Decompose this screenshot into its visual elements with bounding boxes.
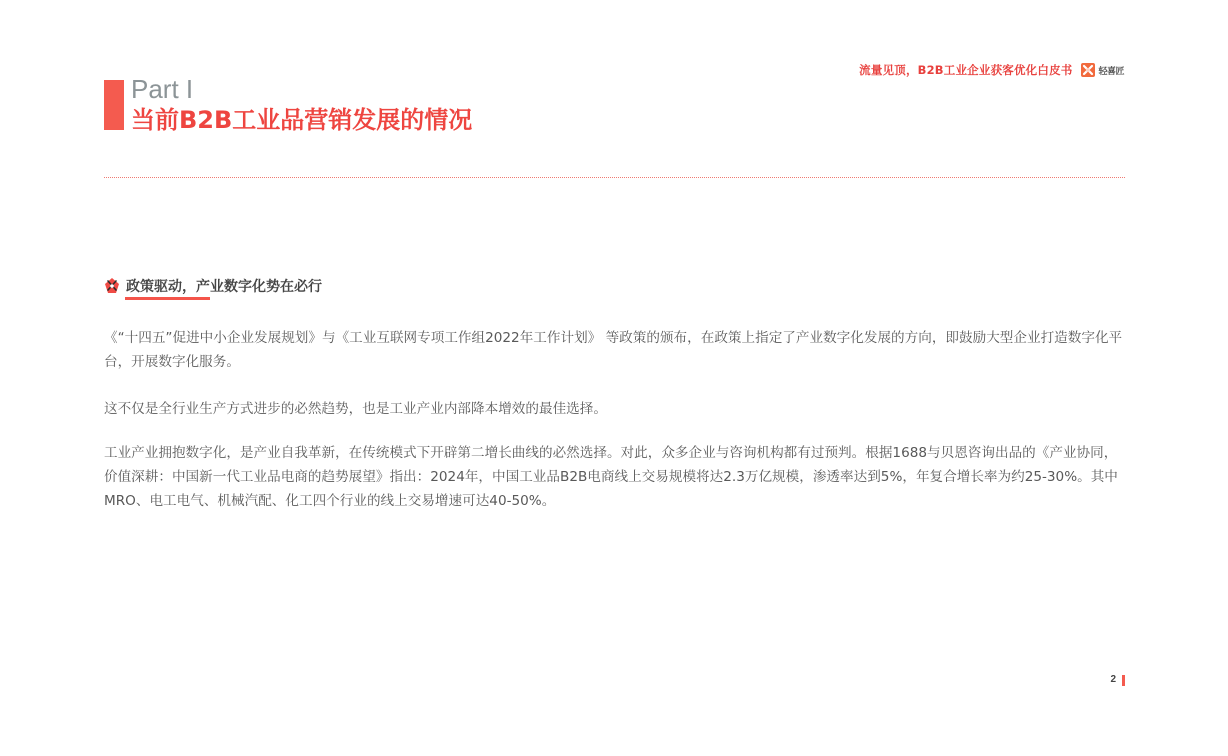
page-number-accent [1122, 675, 1125, 686]
paragraph-trend: 这不仅是全行业生产方式进步的必然趋势，也是工业产业内部降本增效的最佳选择。 [104, 401, 607, 417]
brand-logo-icon [1080, 62, 1096, 78]
section-heading-text: 政策驱动，产业数字化势在必行 [126, 279, 322, 295]
document-subtitle: 流量见顶，B2B工业企业获客优化白皮书 [859, 63, 1073, 77]
dotted-divider [104, 177, 1125, 178]
part-label: Part I [131, 74, 194, 104]
brand-logo-text: 轻喜匠 [1098, 66, 1124, 77]
brand-logo [1080, 62, 1124, 78]
header-brand [859, 62, 1124, 78]
title-accent-bar [104, 80, 124, 130]
bullet-marker-icon [104, 277, 120, 295]
section-heading [104, 276, 322, 296]
page-title: 当前B2B工业品营销发展的情况 [131, 106, 473, 134]
page-number: 2 [1110, 674, 1116, 685]
paragraph-policy: 《“十四五”促进中小企业发展规划》与《工业互联网专项工作组2022年工作计划》 等政策的颁布，在政策上指定了产业数字化发展的方向，即鼓励大型企业打造数字化平台，开展数字化服务。 [104, 330, 1123, 370]
section-heading-underline [125, 297, 210, 300]
paragraph-forecast: 工业产业拥抱数字化，是产业自我革新，在传统模式下开辟第二增长曲线的必然选择。对此，众多企业与咨询机构都有过预判。根据1688与贝恩咨询出品的《产业协同，价值深耕：中国新一代工业品电商的趋势展望》指出：2024年，中国工业品B2B电商线上交易规模将达2.3万亿规模，渗透率达到5%，年复合增长率为约25-30%。其中MRO、电工电气、机械汽配、化工四个行业的线上交易增速可达40-50%。 [104, 445, 1118, 509]
